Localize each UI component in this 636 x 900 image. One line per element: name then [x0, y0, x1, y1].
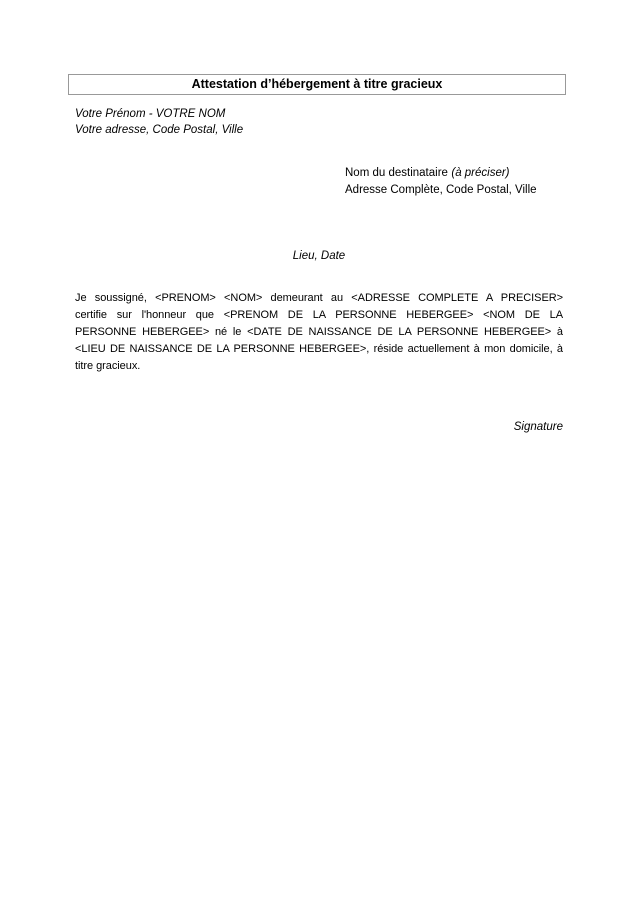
document-title-box	[68, 74, 566, 95]
place-date-label: Lieu, Date	[292, 250, 346, 262]
document-title: Attestation d’hébergement à titre gracieux	[191, 77, 443, 91]
body-line-2: certifie sur l'honneur que <PRENOM DE LA PERSONNE HEBERGEE> <NOM DE LA	[75, 309, 563, 321]
recipient-name-line	[345, 165, 537, 182]
recipient-name-note: (à préciser)	[451, 167, 510, 179]
sender-block	[75, 106, 243, 138]
body-line-3: PERSONNE HEBERGEE> né le <DATE DE NAISSANCE DE LA PERSONNE HEBERGEE> à	[75, 326, 563, 338]
recipient-name-label: Nom du destinataire	[345, 167, 448, 179]
signature-label: Signature	[513, 421, 563, 433]
body-line-1: Je soussigné, <PRENOM> <NOM> demeurant au <ADRESSE COMPLETE A PRECISER>	[75, 292, 563, 304]
recipient-address-line: Adresse Complète, Code Postal, Ville	[345, 183, 537, 196]
sender-address-line: Votre adresse, Code Postal, Ville	[75, 124, 244, 136]
recipient-block	[345, 165, 537, 198]
body-line-4: <LIEU DE NAISSANCE DE LA PERSONNE HEBERGEE>, réside actuellement à mon domicile, à	[75, 343, 563, 355]
body-line-5: titre gracieux.	[75, 360, 141, 372]
sender-name-line: Votre Prénom - VOTRE NOM	[75, 108, 226, 120]
body-paragraph	[75, 290, 563, 375]
